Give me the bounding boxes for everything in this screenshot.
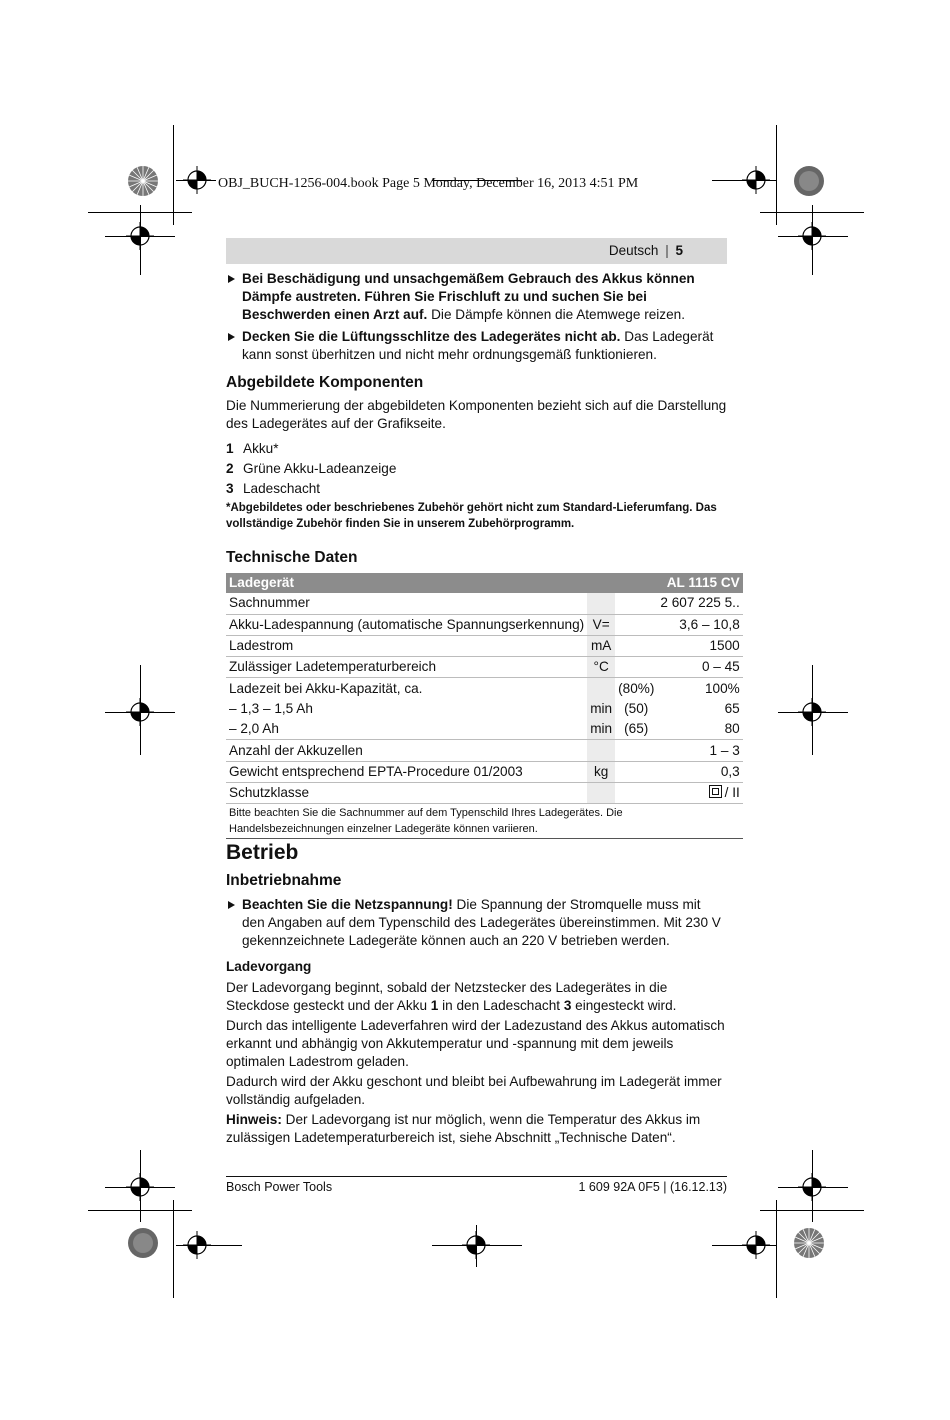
inbetriebnahme-heading: Inbetriebnahme (226, 872, 342, 890)
components-intro: Die Nummerierung der abgebildeten Komponenten bezieht sich auf die Darstellung des Ladegerätes auf der Grafikseite. (226, 398, 727, 431)
tech-table-row (226, 761, 743, 782)
tech-charge-percent (615, 593, 657, 614)
footer-docnumber: 1 609 92A 0F5 | (16.12.13) (578, 1180, 727, 1194)
tech-charge-percent (615, 635, 657, 656)
page-header (226, 238, 727, 264)
tech-value: 1 – 3 (657, 740, 742, 761)
page-number: 5 (675, 243, 683, 258)
print-slug: OBJ_BUCH-1256-004.book Page 5 Monday, December 16, 2013 4:51 PM (218, 176, 639, 191)
tech-value: 80 (657, 719, 742, 740)
tech-table-row (226, 593, 743, 614)
main-content (226, 270, 740, 1147)
tech-table-row (226, 719, 743, 740)
registration-mark-icon (126, 698, 154, 726)
tech-value: 65 (724, 700, 740, 716)
tech-unit (587, 740, 615, 761)
tech-unit: min (587, 699, 615, 719)
tech-label: Zulässiger Ladetemperaturbereich (226, 657, 587, 678)
components-footnote: *Abgebildetes oder beschriebenes Zubehör gehört nicht zum Standard-Lieferumfang. Das vollständige Zubehör finden Sie in unserem Zubehörprogramm. (226, 502, 717, 530)
components-heading: Abgebildete Komponenten (226, 374, 424, 391)
tech-label: Ladestrom (226, 635, 587, 656)
safety-note (226, 270, 727, 324)
component-label: Ladeschacht (243, 481, 321, 496)
safety-note-text: Die Dämpfe können die Atemwege reizen. (427, 307, 685, 322)
star-target-icon (793, 1227, 825, 1259)
tech-charge-percent (615, 740, 657, 761)
registration-mark-icon (126, 1173, 154, 1201)
bullet-triangle-icon (228, 275, 235, 283)
charging-ref: 3 (563, 998, 572, 1014)
tech-label: – 2,0 Ah (226, 719, 587, 740)
safety-note (226, 328, 727, 364)
charging-text: eingesteckt wird. (571, 998, 677, 1014)
tech-label: – 1,3 – 1,5 Ah (229, 700, 313, 716)
tech-header-label: Ladegerät (226, 573, 657, 593)
tech-table-row (226, 614, 743, 635)
safety-note-bold: Bei Beschädigung und unsachgemäßem Gebrauch des Akkus können Dämpfe austreten. Führen Sie Frischluft zu und suchen Sie bei Beschwerden einen Arzt auf. (242, 271, 695, 322)
registration-mark-icon (183, 166, 211, 194)
tech-label: Ladezeit bei Akku-Kapazität, ca. (229, 680, 423, 696)
tech-unit (587, 678, 615, 699)
tech-charge-percent: (50) (624, 700, 649, 716)
tech-charge-percent (615, 657, 657, 678)
tech-unit: V= (587, 614, 615, 635)
registration-mark-icon (798, 222, 826, 250)
tech-table-row (226, 678, 743, 699)
tech-value (657, 782, 742, 803)
charging-paragraph: Durch das intelligente Ladeverfahren wird der Ladezustand des Akkus automatisch erkannt und abhängig von Akkutemperatur und -spannung mit dem jeweils optimalen Ladestrom geladen. (226, 1018, 725, 1070)
charging-paragraph: Dadurch wird der Akku geschont und bleibt bei Aufbewahrung im Ladegerät immer vollständig aufgeladen. (226, 1074, 722, 1108)
footer-rule (226, 1176, 727, 1177)
tech-value: 0,3 (657, 761, 742, 782)
mains-voltage-note (226, 896, 727, 950)
tech-value-text: / II (724, 785, 740, 801)
tech-charge-percent: (65) (615, 719, 657, 740)
tech-label: Sachnummer (226, 593, 587, 614)
mains-voltage-bold: Beachten Sie die Netzspannung! (242, 897, 453, 913)
component-item (226, 440, 727, 458)
tech-value: 0 – 45 (657, 657, 742, 678)
betrieb-heading: Betrieb (226, 841, 299, 865)
header-language: Deutsch (608, 243, 659, 258)
registration-mark-icon (798, 1173, 826, 1201)
tech-value: 3,6 – 10,8 (657, 614, 742, 635)
tech-charge-percent (615, 782, 657, 803)
registration-mark-icon (126, 222, 154, 250)
charging-paragraph (226, 979, 727, 1015)
tech-unit: mA (587, 635, 615, 656)
tech-charge-percent (615, 761, 657, 782)
charging-text: Der Ladevorgang beginnt, sobald der Netzstecker des Ladegerätes in die Steckdose gesteckt und der Akku (226, 980, 668, 1014)
component-label: Akku* (243, 441, 279, 456)
hint-text: Der Ladevorgang ist nur möglich, wenn die Temperatur des Akkus im zulässigen Ladetemperaturbereich ist, siehe Abschnitt „Technische Daten“. (226, 1112, 701, 1146)
component-number: 3 (226, 481, 234, 496)
tech-charge-percent (615, 614, 657, 635)
star-target-icon (127, 165, 159, 197)
tech-charge-percent: (80%) (618, 680, 655, 696)
tech-label: Anzahl der Akkuzellen (226, 740, 587, 761)
tech-label: Schutzklasse (226, 782, 587, 803)
component-number: 2 (226, 461, 234, 476)
tech-header-model: AL 1115 CV (657, 573, 742, 593)
tech-table-row (226, 782, 743, 803)
component-item (226, 480, 727, 498)
gray-disc-icon (793, 165, 825, 197)
tech-unit: kg (587, 761, 615, 782)
bullet-triangle-icon (228, 333, 235, 341)
component-number: 1 (226, 441, 234, 456)
tech-table-header (226, 573, 743, 593)
charging-text: in den Ladeschacht (438, 998, 564, 1014)
tech-unit (587, 593, 615, 614)
tech-unit: °C (587, 657, 615, 678)
protection-class-icon (709, 785, 722, 798)
tech-unit: min (587, 719, 615, 740)
footer-brand: Bosch Power Tools (226, 1180, 333, 1194)
registration-mark-icon (462, 1231, 490, 1259)
tech-heading: Technische Daten (226, 549, 358, 566)
tech-table-row (226, 740, 743, 761)
tech-value: 2 607 225 5.. (657, 593, 742, 614)
tech-value: 1500 (657, 635, 742, 656)
header-separator: | (665, 243, 669, 258)
mains-voltage-text: Die Spannung der Stromquelle muss mit den Angaben auf dem Typenschild des Ladegerätes übereinstimmen. Mit 230 V gekennzeichnete Ladegeräte können auch an 220 V betrieben werden. (242, 897, 721, 949)
safety-note-text: Das Ladegerät kann sonst überhitzen und nicht mehr ordnungsgemäß funktionieren. (242, 329, 714, 362)
header-label (609, 243, 683, 258)
bullet-triangle-icon (228, 901, 235, 909)
tech-note-text: Bitte beachten Sie die Sachnummer auf dem Typenschild Ihres Ladegerätes. Die Handelsbezeichnungen einzelner Ladegeräte können variieren. (226, 804, 743, 839)
tech-label: Akku-Ladespannung (automatische Spannungserkennung) (226, 614, 587, 635)
registration-mark-icon (183, 1231, 211, 1259)
gray-disc-icon (127, 1227, 159, 1259)
registration-mark-icon (798, 698, 826, 726)
registration-mark-icon (742, 166, 770, 194)
charging-ref: 1 (430, 998, 439, 1014)
tech-unit (587, 782, 615, 803)
ladevorgang-heading: Ladevorgang (226, 959, 312, 975)
tech-table-row (226, 635, 743, 656)
registration-mark-icon (742, 1231, 770, 1259)
tech-table-row (226, 657, 743, 678)
hint-paragraph (226, 1111, 727, 1147)
tech-value: 100% (704, 680, 740, 696)
tech-label: Gewicht entsprechend EPTA-Procedure 01/2003 (226, 761, 587, 782)
safety-note-bold: Decken Sie die Lüftungsschlitze des Ladegerätes nicht ab. (242, 329, 621, 344)
tech-table-row (226, 699, 743, 719)
tech-table-note (226, 804, 743, 839)
component-item (226, 460, 727, 478)
tech-table (226, 573, 743, 839)
hint-label: Hinweis: (226, 1112, 282, 1128)
component-label: Grüne Akku-Ladeanzeige (243, 461, 397, 476)
